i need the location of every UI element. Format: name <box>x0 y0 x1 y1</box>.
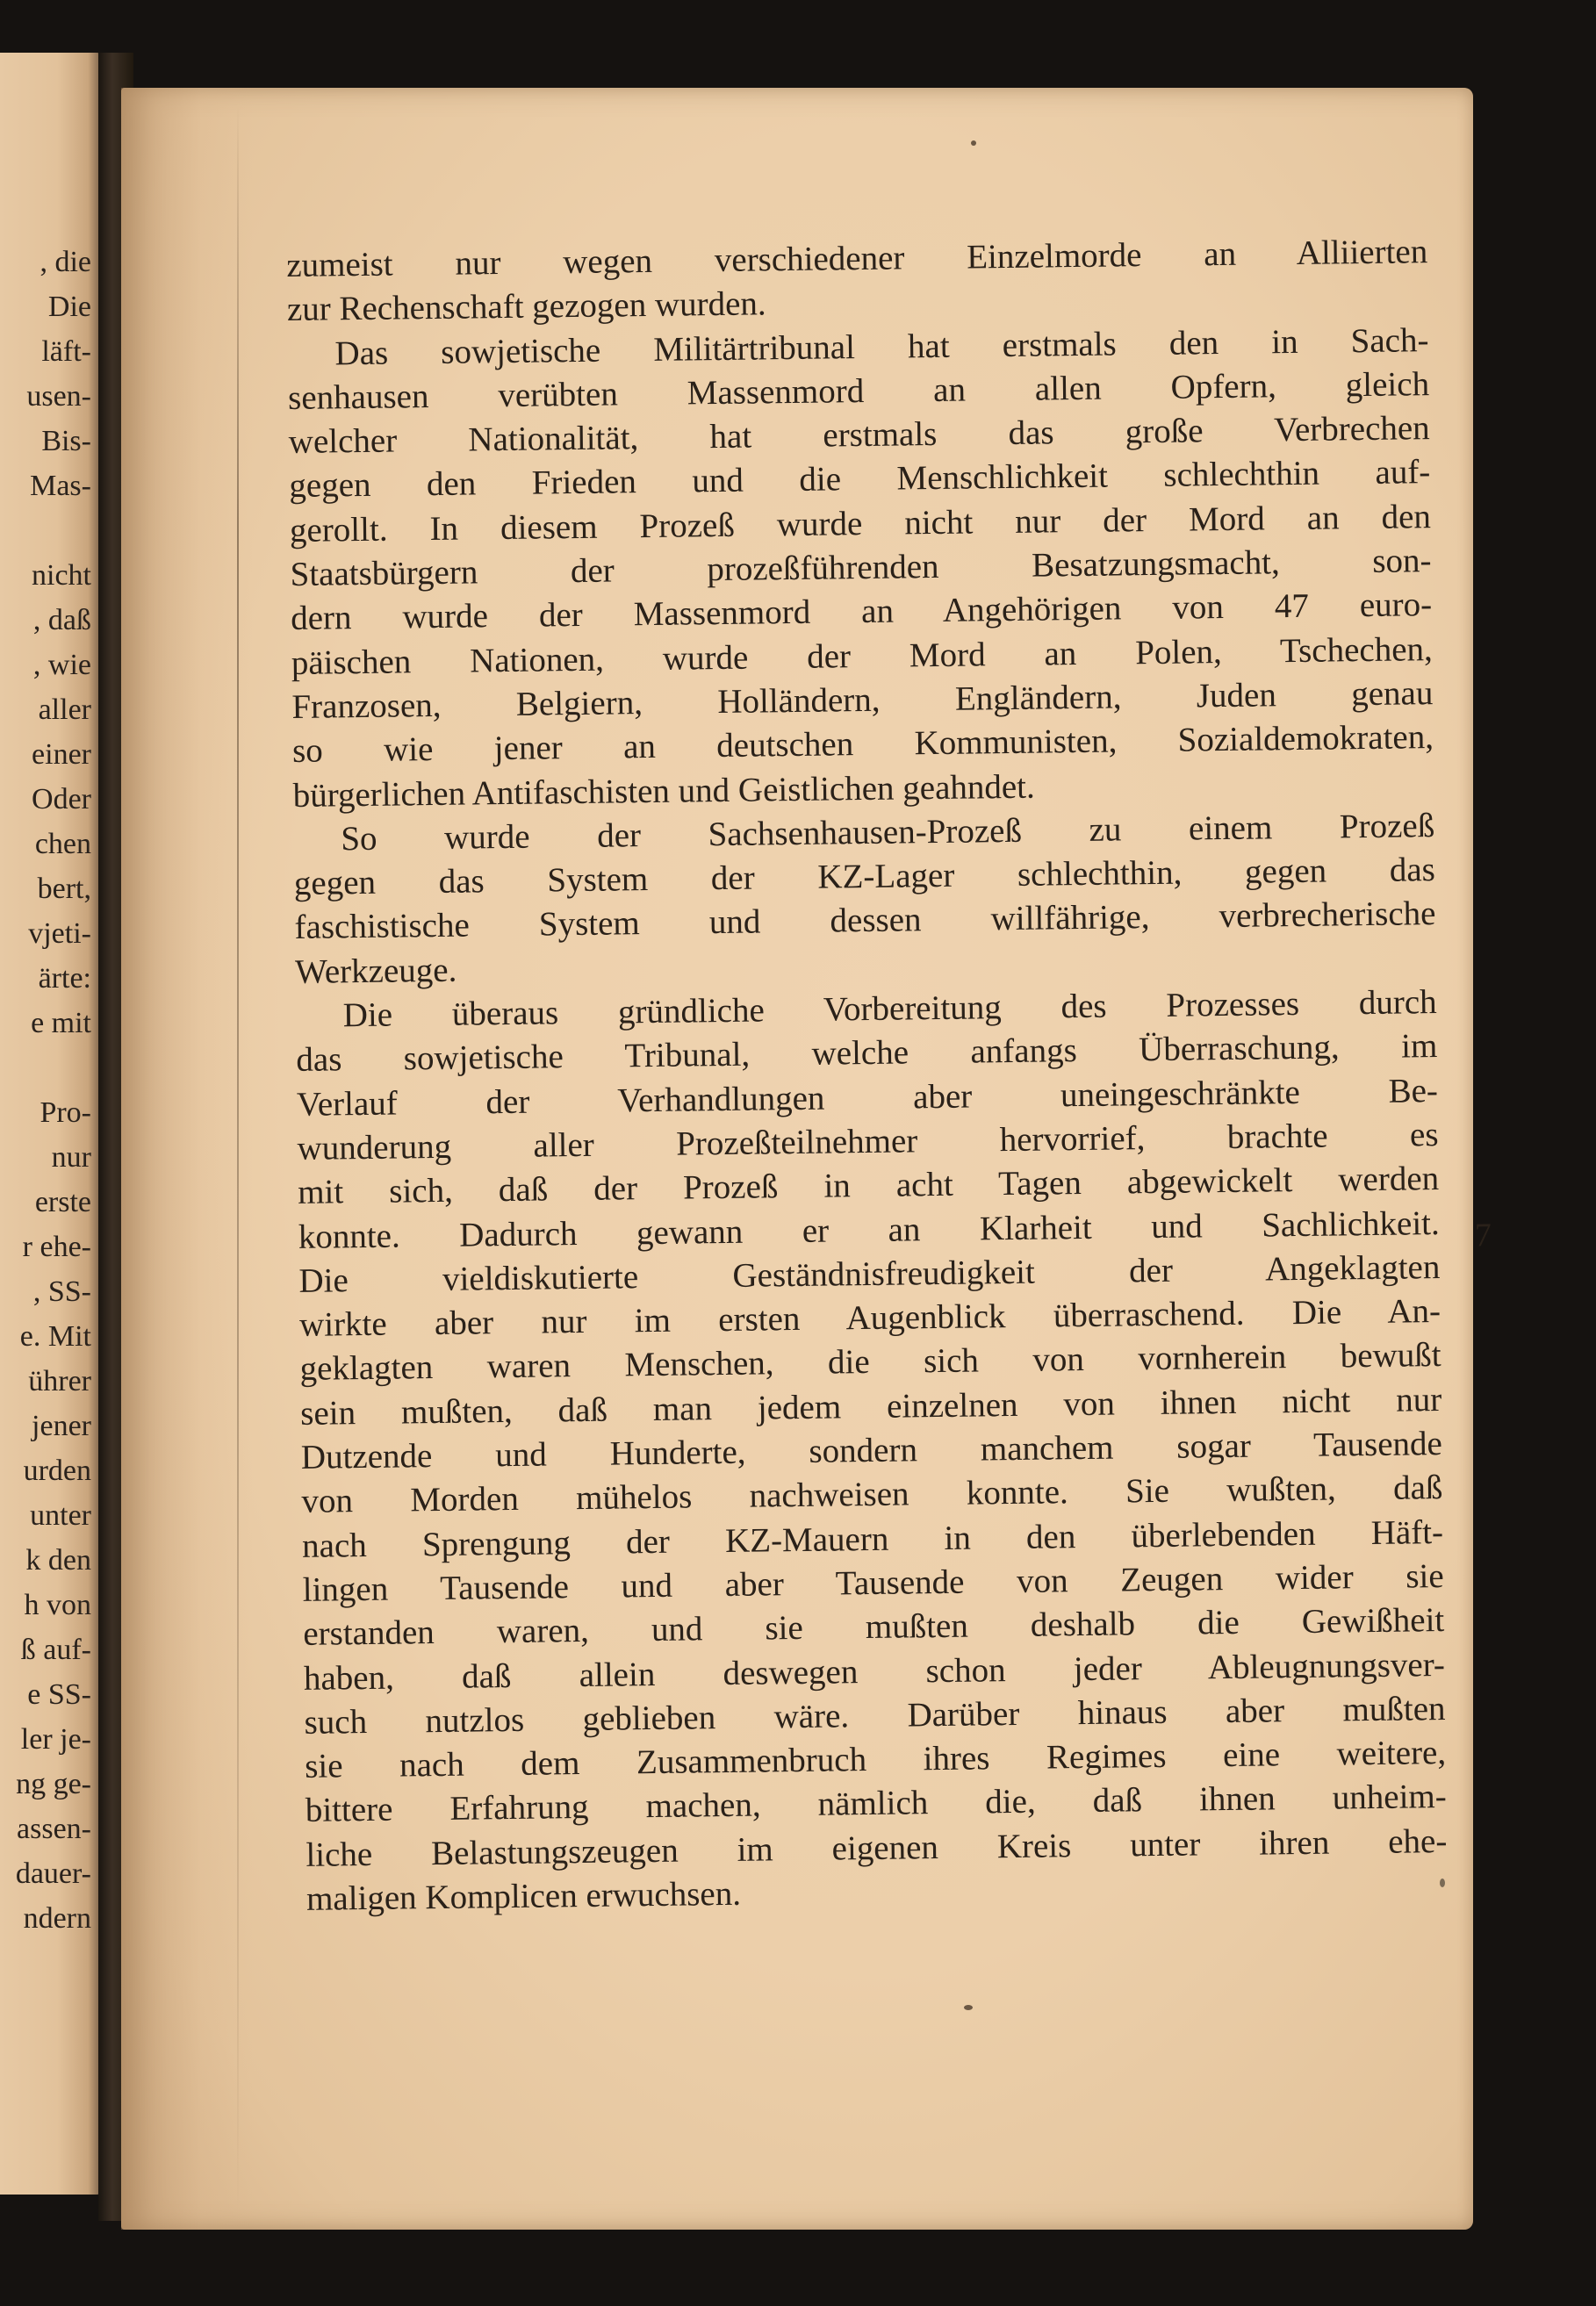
text-line: such nutzlos geblieben wäre. Darüber hinaus aber mußten <box>304 1689 1446 1742</box>
left-fragment: ler je- <box>20 1723 91 1756</box>
text-line: Werkzeuge. <box>294 951 457 991</box>
left-fragment: Pro- <box>40 1096 91 1129</box>
text-line: Staatsbürgern der prozeßführenden Besatzungsmacht, son- <box>290 542 1432 594</box>
text-line: gegen das System der KZ-Lager schlechthin, gegen das <box>293 851 1436 903</box>
left-fragment: nur <box>51 1141 91 1174</box>
text-line: sie nach dem Zusammenbruch ihres Regimes eine weitere, <box>304 1734 1447 1785</box>
paper-speck <box>1440 1879 1445 1887</box>
text-line: dern wurde der Massenmord an Angehörigen von 47 euro- <box>290 585 1433 638</box>
left-fragment: ng ge- <box>16 1768 91 1800</box>
left-fragment: e. Mit <box>19 1320 91 1353</box>
text-line: bittere Erfahrung machen, nämlich die, daß ihnen unheim- <box>305 1778 1447 1830</box>
text-line: haben, daß allein deswegen schon jeder Ableugnungsver- <box>303 1645 1446 1698</box>
left-fragment: Die <box>47 291 91 323</box>
text-line: zur Rechenschaft gezogen wurden. <box>286 284 766 329</box>
left-fragment: urden <box>23 1455 91 1487</box>
text-line: faschistische System und dessen willfährige, verbrecherische <box>294 894 1436 947</box>
left-fragment: , SS- <box>32 1275 91 1308</box>
left-fragment: chen <box>34 828 91 860</box>
left-fragment-gap <box>16 1045 91 1090</box>
text-line: geklagten waren Menschen, die sich von vornherein bewußt <box>299 1336 1441 1389</box>
text-line: Franzosen, Belgiern, Holländern, Engländern, Juden genau <box>291 674 1434 726</box>
left-fragment: , die <box>40 246 91 278</box>
left-fragment: nicht <box>32 559 91 592</box>
page-number: 7 <box>1474 1217 1492 1254</box>
text-line: Verlauf der Verhandlungen aber uneingeschränkte Be- <box>296 1071 1439 1124</box>
left-fragment: e mit <box>31 1007 91 1039</box>
left-fragment: bert, <box>37 873 91 905</box>
left-fragment: erste <box>34 1186 91 1218</box>
text-line: nach Sprengung der KZ-Mauern in den überlebenden Häft- <box>301 1512 1444 1565</box>
left-fragment: läft- <box>41 335 91 368</box>
body-text <box>286 230 1492 1922</box>
left-fragment: Bis- <box>41 425 91 457</box>
left-fragment: jener <box>32 1410 91 1442</box>
text-line: welcher Nationalität, hat erstmals das große Verbrechen <box>288 409 1430 462</box>
text-line: maligen Komplicen erwuchsen. <box>306 1874 742 1918</box>
text-line: das sowjetische Tribunal, welche anfangs Überraschung, im <box>296 1027 1438 1080</box>
left-fragment: r ehe- <box>22 1231 91 1263</box>
text-line: gegen den Frieden und die Menschlichkeit schlechthin auf- <box>289 453 1431 506</box>
text-line: zumeist nur wegen verschiedener Einzelmorde an Alliierten <box>286 233 1428 284</box>
page-fold-shadow <box>121 88 253 2230</box>
left-fragment: , daß <box>32 604 91 636</box>
left-fragment: ührer <box>28 1365 91 1397</box>
text-line: päischen Nationen, wurde der Mord an Polen, Tschechen, <box>291 629 1433 682</box>
left-fragment: assen- <box>17 1813 91 1845</box>
text-line: Dutzende und Hunderte, sondern manchem sogar Tausende <box>300 1425 1443 1476</box>
text-line: sein mußten, daß man jedem einzelnen von ihnen nicht nur <box>300 1380 1442 1433</box>
left-fragment: ndern <box>23 1902 91 1935</box>
text-line: Die vieldiskutierte Geständnisfreudigkeit der Angeklagten <box>298 1247 1441 1300</box>
left-page-text-fragments <box>16 240 91 1941</box>
text-line: wunderung aller Prozeßteilnehmer hervorrief, brachte es <box>297 1115 1439 1167</box>
left-fragment: , wie <box>32 649 91 681</box>
left-fragment: e SS- <box>27 1678 91 1711</box>
spine-crease <box>237 105 239 2212</box>
text-line: senhausen verübten Massenmord an allen Opfern, gleich <box>287 364 1430 417</box>
text-line: erstanden waren, und sie mußten deshalb die Gewißheit <box>303 1601 1445 1654</box>
text-line: liche Belastungszeugen im eigenen Kreis unter ihren ehe- <box>306 1821 1448 1874</box>
text-line: gerollt. In diesem Prozeß wurde nicht nur der Mord an den <box>289 497 1432 550</box>
text-line: konnte. Dadurch gewann er an Klarheit und Sachlichkeit. <box>298 1203 1440 1256</box>
right-page <box>121 88 1492 2230</box>
paragraph-start-line: Das sowjetische Militärtribunal hat erstmals den in Sach- <box>334 320 1429 372</box>
left-fragment: dauer- <box>15 1857 91 1890</box>
left-fragment: vjeti- <box>28 917 91 950</box>
left-fragment: h von <box>24 1589 91 1621</box>
text-line: so wie jener an deutschen Kommunisten, Sozialdemokraten, <box>291 718 1434 771</box>
paragraph-start-line: So wurde der Sachsenhausen-Prozeß zu einem Prozeß <box>341 806 1435 858</box>
text-line: von Morden mühelos nachweisen konnte. Sie wußten, daß <box>301 1469 1443 1521</box>
paper-speck <box>971 140 976 146</box>
left-fragment: unter <box>30 1499 91 1532</box>
text-line: lingen Tausende und aber Tausende von Zeugen wider sie <box>302 1556 1444 1609</box>
left-fragment: k den <box>25 1544 91 1577</box>
left-fragment: Oder <box>32 783 91 815</box>
left-fragment: usen- <box>26 380 91 413</box>
left-fragment: aller <box>38 693 91 726</box>
left-page <box>0 53 104 2195</box>
left-fragment: einer <box>32 738 91 771</box>
left-fragment: ß auf- <box>20 1634 91 1666</box>
text-line: mit sich, daß der Prozeß in acht Tagen abgewickelt werden <box>297 1160 1440 1212</box>
text-line: wirkte aber nur im ersten Augenblick überraschend. Die An- <box>298 1292 1441 1345</box>
left-fragment-gap <box>16 508 91 553</box>
left-fragment: ärte: <box>38 962 91 995</box>
paper-speck <box>964 2005 973 2010</box>
paragraph-start-line: Die überaus gründliche Vorbereitung des Prozesses durch <box>342 983 1437 1035</box>
left-fragment: Mas- <box>30 470 91 502</box>
text-line: bürgerlichen Antifaschisten und Geistlichen geahndet. <box>292 767 1036 815</box>
